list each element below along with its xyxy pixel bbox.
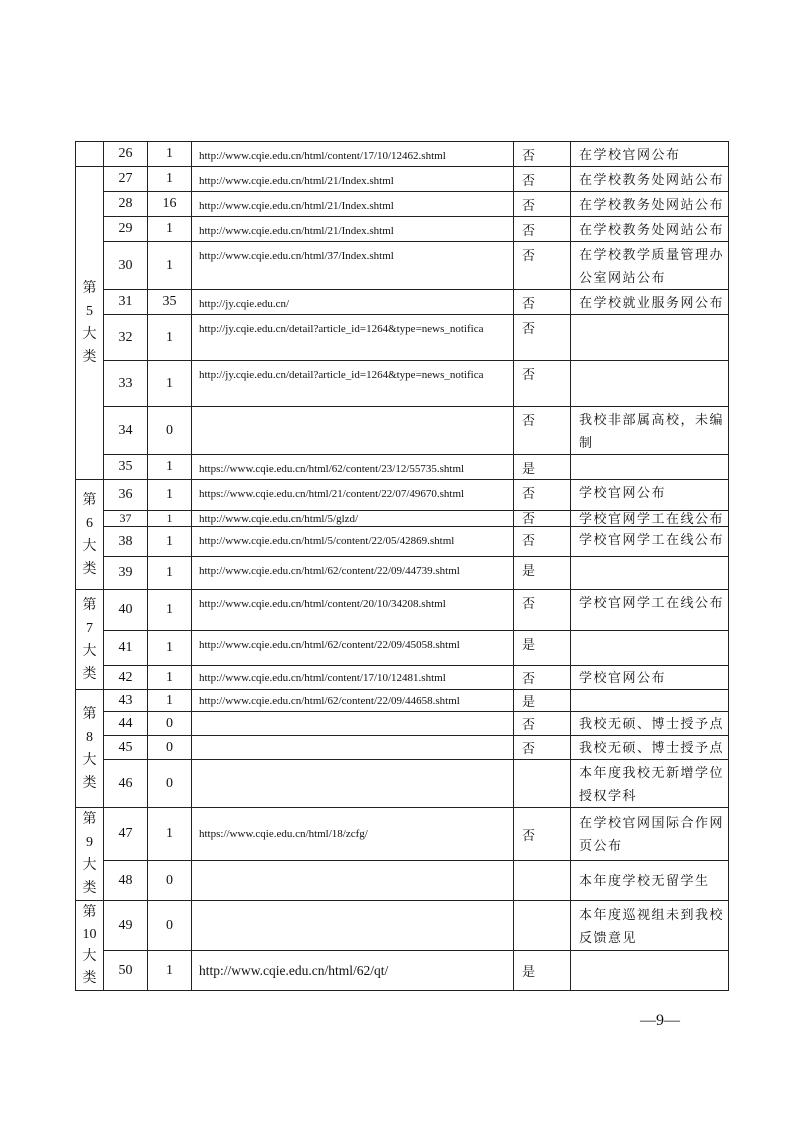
item-flag: 否 <box>514 808 571 861</box>
category-cell-empty <box>76 142 104 167</box>
item-note <box>571 557 729 590</box>
category-char: 第 <box>82 706 97 722</box>
item-count: 1 <box>148 951 192 991</box>
item-count: 1 <box>148 455 192 480</box>
category-char: 第 <box>82 281 97 296</box>
item-count: 1 <box>148 557 192 590</box>
item-flag: 否 <box>514 511 571 527</box>
item-note: 我校无硕、博士授予点 <box>571 712 729 736</box>
item-note: 学校官网公布 <box>571 666 729 690</box>
item-note: 在学校教务处网站公布 <box>571 167 729 192</box>
table-row <box>76 527 729 557</box>
item-note <box>571 631 729 666</box>
item-flag: 否 <box>514 590 571 631</box>
table-row <box>76 631 729 666</box>
table-row <box>76 290 729 315</box>
item-count: 0 <box>148 736 192 760</box>
item-number: 30 <box>104 242 148 290</box>
category-char: 第 <box>82 597 97 613</box>
item-note: 我校无硕、博士授予点 <box>571 736 729 760</box>
table-row <box>76 242 729 290</box>
table-row <box>76 861 729 901</box>
item-note: 在学校官网公布 <box>571 142 729 167</box>
category-char: 类 <box>82 775 97 791</box>
item-number: 35 <box>104 455 148 480</box>
item-flag: 否 <box>514 242 571 290</box>
item-url: http://jy.cqie.edu.cn/detail?article_id=1264&type=news_notifica <box>192 315 514 361</box>
item-note: 在学校官网国际合作网页公布 <box>571 808 729 861</box>
item-url: http://www.cqie.edu.cn/html/content/17/10/12481.shtml <box>192 666 514 690</box>
item-flag: 是 <box>514 951 571 991</box>
table-row <box>76 951 729 991</box>
table-row <box>76 666 729 690</box>
category-char: 大 <box>82 327 97 342</box>
category-char: 类 <box>82 970 97 986</box>
item-count: 1 <box>148 242 192 290</box>
category-char: 9 <box>86 835 93 850</box>
item-count: 1 <box>148 361 192 407</box>
category-char: 7 <box>86 620 93 636</box>
category-char: 类 <box>82 881 97 896</box>
item-flag: 否 <box>514 666 571 690</box>
item-number: 47 <box>104 808 148 861</box>
item-number: 34 <box>104 407 148 455</box>
table-row <box>76 480 729 511</box>
table-row <box>76 192 729 217</box>
item-flag: 否 <box>514 167 571 192</box>
item-note: 本年度我校无新增学位授权学科 <box>571 760 729 808</box>
item-count: 1 <box>148 808 192 861</box>
item-count: 1 <box>148 480 192 511</box>
item-flag: 否 <box>514 480 571 511</box>
item-url: https://www.cqie.edu.cn/html/21/content/22/07/49670.shtml <box>192 480 514 511</box>
item-note: 学校官网公布 <box>571 480 729 511</box>
category-char: 大 <box>82 948 97 964</box>
item-flag <box>514 861 571 901</box>
page-number: —9— <box>640 1012 680 1029</box>
table-row <box>76 690 729 712</box>
item-flag: 否 <box>514 361 571 407</box>
table-row <box>76 315 729 361</box>
item-count: 1 <box>148 590 192 631</box>
item-count: 1 <box>148 511 192 527</box>
item-url: http://jy.cqie.edu.cn/detail?article_id=1264&type=news_notifica <box>192 361 514 407</box>
item-note: 在学校教务处网站公布 <box>571 217 729 242</box>
item-flag: 否 <box>514 142 571 167</box>
item-url: http://www.cqie.edu.cn/html/5/glzd/ <box>192 511 514 527</box>
item-note: 学校官网学工在线公布 <box>571 511 729 527</box>
item-note: 学校官网学工在线公布 <box>571 527 729 557</box>
item-url: http://www.cqie.edu.cn/html/37/Index.shtml <box>192 242 514 290</box>
item-count: 0 <box>148 407 192 455</box>
item-number: 31 <box>104 290 148 315</box>
item-number: 49 <box>104 901 148 951</box>
category-char: 第 <box>82 812 97 827</box>
item-url <box>192 407 514 455</box>
item-url: http://www.cqie.edu.cn/html/62/content/22/09/45058.shtml <box>192 631 514 666</box>
table-row <box>76 901 729 951</box>
item-count: 35 <box>148 290 192 315</box>
item-note: 学校官网学工在线公布 <box>571 590 729 631</box>
category-9-label <box>76 808 104 901</box>
table-row <box>76 557 729 590</box>
category-5-label <box>76 167 104 480</box>
category-10-label <box>76 901 104 991</box>
table-row <box>76 407 729 455</box>
item-url: http://jy.cqie.edu.cn/ <box>192 290 514 315</box>
item-flag: 是 <box>514 631 571 666</box>
item-flag: 否 <box>514 192 571 217</box>
item-number: 38 <box>104 527 148 557</box>
item-flag <box>514 760 571 808</box>
item-url <box>192 712 514 736</box>
category-char: 第 <box>82 492 97 508</box>
item-url: http://www.cqie.edu.cn/html/content/17/10/12462.shtml <box>192 142 514 167</box>
item-count: 0 <box>148 760 192 808</box>
table-row <box>76 712 729 736</box>
item-number: 36 <box>104 480 148 511</box>
item-count: 16 <box>148 192 192 217</box>
category-char: 类 <box>82 350 97 365</box>
category-char: 大 <box>82 538 97 554</box>
item-note: 本年度巡视组未到我校反馈意见 <box>571 901 729 951</box>
item-number: 28 <box>104 192 148 217</box>
item-flag: 否 <box>514 736 571 760</box>
item-note <box>571 690 729 712</box>
item-note <box>571 361 729 407</box>
item-count: 1 <box>148 690 192 712</box>
table-row <box>76 511 729 527</box>
item-count: 1 <box>148 527 192 557</box>
item-url <box>192 760 514 808</box>
item-number: 33 <box>104 361 148 407</box>
item-number: 41 <box>104 631 148 666</box>
item-url: http://www.cqie.edu.cn/html/62/content/22/09/44658.shtml <box>192 690 514 712</box>
item-url <box>192 736 514 760</box>
table-row <box>76 455 729 480</box>
table-row <box>76 808 729 861</box>
category-char: 大 <box>82 643 97 659</box>
item-url: http://www.cqie.edu.cn/html/5/content/22/05/42869.shtml <box>192 527 514 557</box>
category-char: 类 <box>82 666 97 682</box>
item-flag: 否 <box>514 217 571 242</box>
table-row <box>76 167 729 192</box>
item-flag <box>514 901 571 951</box>
item-flag: 是 <box>514 557 571 590</box>
category-char: 6 <box>86 515 93 531</box>
category-char: 大 <box>82 858 97 873</box>
item-note <box>571 315 729 361</box>
item-url: https://www.cqie.edu.cn/html/18/zcfg/ <box>192 808 514 861</box>
item-count: 1 <box>148 631 192 666</box>
item-note <box>571 455 729 480</box>
item-note: 本年度学校无留学生 <box>571 861 729 901</box>
category-char: 10 <box>82 926 97 942</box>
item-url <box>192 861 514 901</box>
item-number: 46 <box>104 760 148 808</box>
item-url: http://www.cqie.edu.cn/html/21/Index.shtml <box>192 217 514 242</box>
item-flag: 否 <box>514 315 571 361</box>
item-url: http://www.cqie.edu.cn/html/62/content/22/09/44739.shtml <box>192 557 514 590</box>
item-url: http://www.cqie.edu.cn/html/content/20/10/34208.shtml <box>192 590 514 631</box>
item-count: 1 <box>148 666 192 690</box>
table-row <box>76 361 729 407</box>
category-6-label <box>76 480 104 590</box>
item-number: 32 <box>104 315 148 361</box>
disclosure-table <box>75 141 729 991</box>
category-7-label <box>76 590 104 690</box>
item-note: 在学校教务处网站公布 <box>571 192 729 217</box>
item-number: 42 <box>104 666 148 690</box>
item-flag: 否 <box>514 712 571 736</box>
item-flag: 是 <box>514 690 571 712</box>
category-8-label <box>76 690 104 808</box>
item-note: 我校非部属高校，未编制 <box>571 407 729 455</box>
item-note: 在学校教学质量管理办公室网站公布 <box>571 242 729 290</box>
item-count: 1 <box>148 217 192 242</box>
item-url: http://www.cqie.edu.cn/html/21/Index.shtml <box>192 167 514 192</box>
item-count: 0 <box>148 901 192 951</box>
item-url: http://www.cqie.edu.cn/html/21/Index.shtml <box>192 192 514 217</box>
item-count: 0 <box>148 712 192 736</box>
item-number: 27 <box>104 167 148 192</box>
item-count: 1 <box>148 315 192 361</box>
category-char: 8 <box>86 729 93 745</box>
item-number: 37 <box>104 511 148 527</box>
category-char: 第 <box>82 904 97 920</box>
item-number: 39 <box>104 557 148 590</box>
category-char: 类 <box>82 561 97 577</box>
item-number: 44 <box>104 712 148 736</box>
category-char: 5 <box>86 304 93 319</box>
table-row <box>76 760 729 808</box>
table-row <box>76 217 729 242</box>
table-row <box>76 736 729 760</box>
item-flag: 否 <box>514 290 571 315</box>
category-char: 大 <box>82 752 97 768</box>
item-number: 43 <box>104 690 148 712</box>
item-number: 48 <box>104 861 148 901</box>
item-url <box>192 901 514 951</box>
item-count: 1 <box>148 167 192 192</box>
item-flag: 否 <box>514 527 571 557</box>
item-count: 0 <box>148 861 192 901</box>
table-row <box>76 590 729 631</box>
item-count: 1 <box>148 142 192 167</box>
table-row <box>76 142 729 167</box>
item-number: 40 <box>104 590 148 631</box>
item-flag: 是 <box>514 455 571 480</box>
item-number: 29 <box>104 217 148 242</box>
item-url: https://www.cqie.edu.cn/html/62/content/23/12/55735.shtml <box>192 455 514 480</box>
item-number: 26 <box>104 142 148 167</box>
item-note <box>571 951 729 991</box>
item-flag: 否 <box>514 407 571 455</box>
item-note: 在学校就业服务网公布 <box>571 290 729 315</box>
item-number: 45 <box>104 736 148 760</box>
item-number: 50 <box>104 951 148 991</box>
item-url: http://www.cqie.edu.cn/html/62/qt/ <box>192 951 514 991</box>
